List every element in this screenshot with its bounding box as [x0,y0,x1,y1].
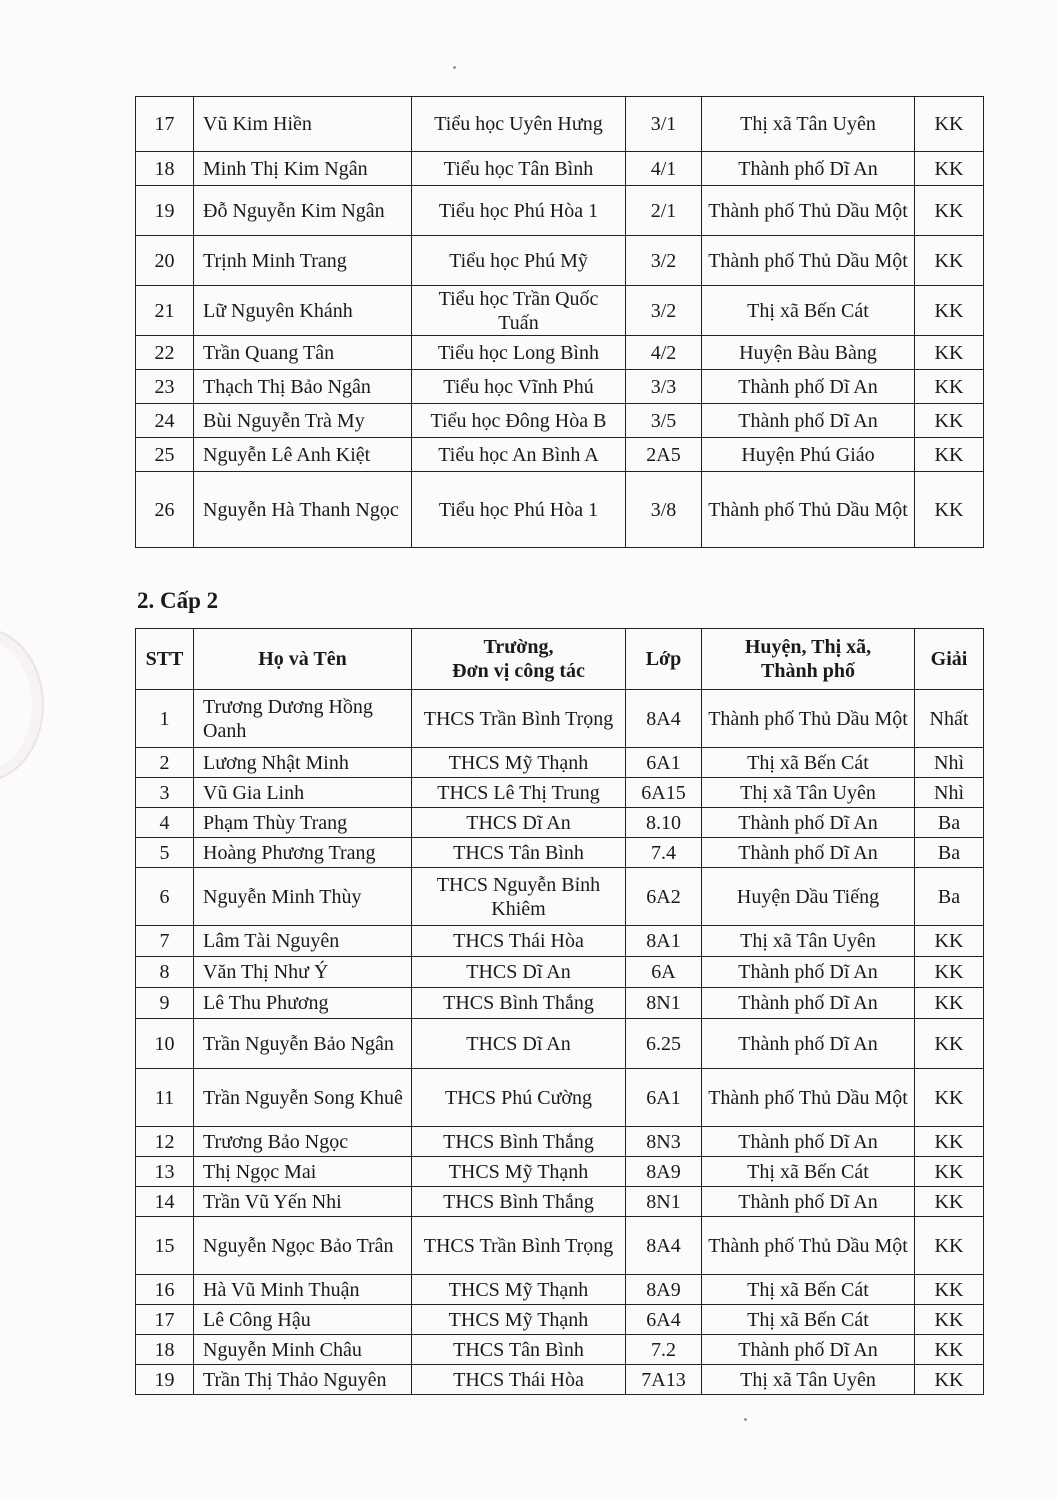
cell-school: THCS Bình Thắng [412,1127,626,1157]
cell-district: Thị xã Tân Uyên [702,778,915,808]
cell-class: 3/3 [626,370,702,404]
cell-name: Nguyễn Ngọc Bảo Trân [194,1217,412,1275]
cell-school: THCS Dĩ An [412,1019,626,1069]
cell-award: KK [915,336,984,370]
cell-school: THCS Nguyễn Bỉnh Khiêm [412,868,626,926]
cell-school: Tiểu học Uyên Hưng [412,97,626,152]
secondary-level-results-table [135,628,984,1395]
cell-district: Thành phố Thủ Dầu Một [702,1217,915,1275]
cell-stt: 18 [136,1335,194,1365]
table-row [136,868,984,926]
cell-name: Thị Ngọc Mai [194,1157,412,1187]
cell-award: Nhất [915,690,984,748]
table-row [136,1157,984,1187]
cell-class: 4/1 [626,152,702,186]
cell-name: Trịnh Minh Trang [194,236,412,286]
cell-award: Nhì [915,748,984,778]
cell-school: THCS Thái Hòa [412,926,626,957]
secondary-level-results-body [136,690,984,1395]
cell-class: 6A2 [626,868,702,926]
cell-stt: 26 [136,472,194,548]
cell-school: THCS Mỹ Thạnh [412,1157,626,1187]
cell-district: Thành phố Thủ Dầu Một [702,472,915,548]
cell-name: Trương Dương Hồng Oanh [194,690,412,748]
cell-class: 6A15 [626,778,702,808]
table-row [136,957,984,988]
table-row [136,988,984,1019]
header-class: Lớp [626,629,702,690]
primary-level-results-table [135,96,984,548]
scan-speck [453,66,456,69]
cell-school: THCS Mỹ Thạnh [412,748,626,778]
cell-stt: 3 [136,778,194,808]
primary-level-results-body [136,97,984,548]
cell-award: KK [915,1305,984,1335]
cell-district: Thị xã Bến Cát [702,1305,915,1335]
cell-school: THCS Phú Cường [412,1069,626,1127]
header-district-line2: Thành phố [761,660,855,682]
cell-class: 8A1 [626,926,702,957]
table-row [136,370,984,404]
table-row [136,1335,984,1365]
cell-stt: 12 [136,1127,194,1157]
cell-school: Tiểu học Tân Bình [412,152,626,186]
cell-class: 7.2 [626,1335,702,1365]
cell-class: 7A13 [626,1365,702,1395]
cell-school: Tiểu học An Bình A [412,438,626,472]
cell-class: 4/2 [626,336,702,370]
cell-name: Hoàng Phương Trang [194,838,412,868]
cell-stt: 5 [136,838,194,868]
cell-award: KK [915,97,984,152]
cell-class: 8N1 [626,988,702,1019]
table-row [136,808,984,838]
cell-district: Thành phố Dĩ An [702,957,915,988]
table-row [136,1187,984,1217]
cell-class: 6A4 [626,1305,702,1335]
cell-school: THCS Lê Thị Trung [412,778,626,808]
cell-school: Tiểu học Vĩnh Phú [412,370,626,404]
header-school-line1: Trường, [483,636,554,658]
table-header-row [136,629,984,690]
cell-award: KK [915,186,984,236]
header-school [412,629,626,690]
cell-stt: 2 [136,748,194,778]
cell-district: Thị xã Tân Uyên [702,926,915,957]
cell-award: KK [915,1187,984,1217]
cell-class: 3/2 [626,236,702,286]
cell-award: KK [915,404,984,438]
cell-class: 3/2 [626,286,702,336]
cell-name: Vũ Kim Hiền [194,97,412,152]
cell-district: Thành phố Dĩ An [702,152,915,186]
cell-name: Nguyễn Minh Thùy [194,868,412,926]
cell-stt: 25 [136,438,194,472]
cell-name: Bùi Nguyễn Trà My [194,404,412,438]
table-row [136,838,984,868]
cell-school: THCS Mỹ Thạnh [412,1305,626,1335]
cell-stt: 22 [136,336,194,370]
cell-district: Thành phố Dĩ An [702,1335,915,1365]
cell-class: 3/8 [626,472,702,548]
cell-district: Thành phố Dĩ An [702,370,915,404]
cell-name: Đỗ Nguyễn Kim Ngân [194,186,412,236]
cell-school: THCS Dĩ An [412,957,626,988]
table-row [136,286,984,336]
cell-name: Nguyễn Lê Anh Kiệt [194,438,412,472]
table-row [136,1217,984,1275]
table-row [136,1305,984,1335]
cell-class: 6A1 [626,1069,702,1127]
cell-award: KK [915,1365,984,1395]
cell-name: Trương Bảo Ngọc [194,1127,412,1157]
cell-district: Thành phố Dĩ An [702,838,915,868]
cell-district: Huyện Dầu Tiếng [702,868,915,926]
cell-district: Huyện Bàu Bàng [702,336,915,370]
cell-stt: 13 [136,1157,194,1187]
cell-district: Thành phố Thủ Dầu Một [702,236,915,286]
cell-district: Thị xã Bến Cát [702,748,915,778]
cell-name: Trần Nguyễn Bảo Ngân [194,1019,412,1069]
cell-stt: 23 [136,370,194,404]
cell-class: 8.10 [626,808,702,838]
cell-stt: 7 [136,926,194,957]
cell-school: THCS Dĩ An [412,808,626,838]
cell-name: Trần Nguyễn Song Khuê [194,1069,412,1127]
cell-school: Tiểu học Phú Mỹ [412,236,626,286]
cell-school: THCS Bình Thắng [412,988,626,1019]
table-row [136,438,984,472]
cell-award: KK [915,926,984,957]
cell-stt: 6 [136,868,194,926]
cell-award: KK [915,1127,984,1157]
cell-district: Thành phố Thủ Dầu Một [702,1069,915,1127]
table-row [136,690,984,748]
cell-stt: 14 [136,1187,194,1217]
cell-school: THCS Tân Bình [412,1335,626,1365]
cell-stt: 17 [136,1305,194,1335]
cell-school: THCS Bình Thắng [412,1187,626,1217]
cell-name: Trần Thị Thảo Nguyên [194,1365,412,1395]
cell-name: Văn Thị Như Ý [194,957,412,988]
cell-award: Ba [915,808,984,838]
cell-name: Lữ Nguyên Khánh [194,286,412,336]
cell-stt: 24 [136,404,194,438]
table-row [136,186,984,236]
cell-school: Tiểu học Phú Hòa 1 [412,472,626,548]
table-row [136,1069,984,1127]
cell-district: Thị xã Tân Uyên [702,97,915,152]
cell-district: Thành phố Thủ Dầu Một [702,186,915,236]
cell-name: Nguyễn Hà Thanh Ngọc [194,472,412,548]
cell-name: Lê Công Hậu [194,1305,412,1335]
cell-class: 3/1 [626,97,702,152]
cell-class: 8A9 [626,1275,702,1305]
cell-district: Thị xã Tân Uyên [702,1365,915,1395]
cell-class: 3/5 [626,404,702,438]
table-row [136,97,984,152]
cell-class: 6A [626,957,702,988]
cell-school: Tiểu học Đông Hòa B [412,404,626,438]
cell-class: 8A9 [626,1157,702,1187]
cell-class: 6A1 [626,748,702,778]
cell-award: Ba [915,868,984,926]
table-row [136,404,984,438]
cell-school: Tiểu học Phú Hòa 1 [412,186,626,236]
cell-award: KK [915,1069,984,1127]
table-row [136,336,984,370]
cell-stt: 11 [136,1069,194,1127]
scan-speck [744,1418,747,1421]
cell-stt: 4 [136,808,194,838]
cell-name: Nguyễn Minh Châu [194,1335,412,1365]
cell-award: KK [915,1275,984,1305]
cell-name: Phạm Thùy Trang [194,808,412,838]
cell-stt: 21 [136,286,194,336]
cell-district: Thành phố Dĩ An [702,404,915,438]
table-row [136,778,984,808]
cell-district: Thị xã Bến Cát [702,1275,915,1305]
cell-district: Thành phố Dĩ An [702,1019,915,1069]
cell-award: KK [915,988,984,1019]
table-row [136,1275,984,1305]
table-row [136,748,984,778]
table-row [136,1365,984,1395]
cell-award: KK [915,957,984,988]
cell-name: Lâm Tài Nguyên [194,926,412,957]
cell-class: 2A5 [626,438,702,472]
cell-school: THCS Mỹ Thạnh [412,1275,626,1305]
cell-class: 8A4 [626,1217,702,1275]
cell-class: 8A4 [626,690,702,748]
cell-stt: 10 [136,1019,194,1069]
cell-school: Tiểu học Long Bình [412,336,626,370]
cell-name: Vũ Gia Linh [194,778,412,808]
cell-school: THCS Thái Hòa [412,1365,626,1395]
cell-district: Thành phố Thủ Dầu Một [702,690,915,748]
cell-class: 8N1 [626,1187,702,1217]
table-row [136,472,984,548]
header-district-line1: Huyện, Thị xã, [744,636,872,658]
cell-award: KK [915,1019,984,1069]
cell-award: KK [915,370,984,404]
cell-class: 7.4 [626,838,702,868]
cell-stt: 8 [136,957,194,988]
cell-award: KK [915,1217,984,1275]
cell-award: KK [915,152,984,186]
cell-school: THCS Trần Bình Trọng [412,690,626,748]
cell-district: Thành phố Dĩ An [702,1187,915,1217]
cell-stt: 19 [136,1365,194,1395]
cell-award: Ba [915,838,984,868]
cell-district: Thị xã Bến Cát [702,1157,915,1187]
header-district [702,629,915,690]
cell-stt: 20 [136,236,194,286]
header-name: Họ và Tên [194,629,412,690]
cell-award: KK [915,1335,984,1365]
cell-stt: 18 [136,152,194,186]
cell-stt: 16 [136,1275,194,1305]
header-stt: STT [136,629,194,690]
cell-class: 8N3 [626,1127,702,1157]
cell-school: THCS Tân Bình [412,838,626,868]
cell-name: Minh Thị Kim Ngân [194,152,412,186]
cell-stt: 19 [136,186,194,236]
cell-district: Thành phố Dĩ An [702,808,915,838]
cell-school: THCS Trần Bình Trọng [412,1217,626,1275]
cell-school: Tiểu học Trần Quốc Tuấn [412,286,626,336]
table-row [136,1019,984,1069]
cell-name: Thạch Thị Bảo Ngân [194,370,412,404]
cell-district: Thị xã Bến Cát [702,286,915,336]
cell-award: KK [915,236,984,286]
cell-award: Nhì [915,778,984,808]
cell-award: KK [915,286,984,336]
cell-class: 2/1 [626,186,702,236]
cell-class: 6.25 [626,1019,702,1069]
cell-name: Lê Thu Phương [194,988,412,1019]
cell-stt: 15 [136,1217,194,1275]
header-school-line2: Đơn vị công tác [452,660,585,682]
table-row [136,926,984,957]
table-row [136,236,984,286]
table-row [136,1127,984,1157]
header-award: Giải [915,629,984,690]
cell-stt: 17 [136,97,194,152]
cell-stt: 1 [136,690,194,748]
cell-district: Thành phố Dĩ An [702,988,915,1019]
cell-award: KK [915,438,984,472]
cell-name: Hà Vũ Minh Thuận [194,1275,412,1305]
cell-name: Lương Nhật Minh [194,748,412,778]
cell-award: KK [915,1157,984,1187]
cell-district: Thành phố Dĩ An [702,1127,915,1157]
cell-name: Trần Quang Tân [194,336,412,370]
cell-name: Trần Vũ Yến Nhi [194,1187,412,1217]
table-row [136,152,984,186]
cell-district: Huyện Phú Giáo [702,438,915,472]
cell-award: KK [915,472,984,548]
official-stamp-fragment [0,628,44,782]
section-heading: 2. Cấp 2 [137,588,219,613]
cell-stt: 9 [136,988,194,1019]
